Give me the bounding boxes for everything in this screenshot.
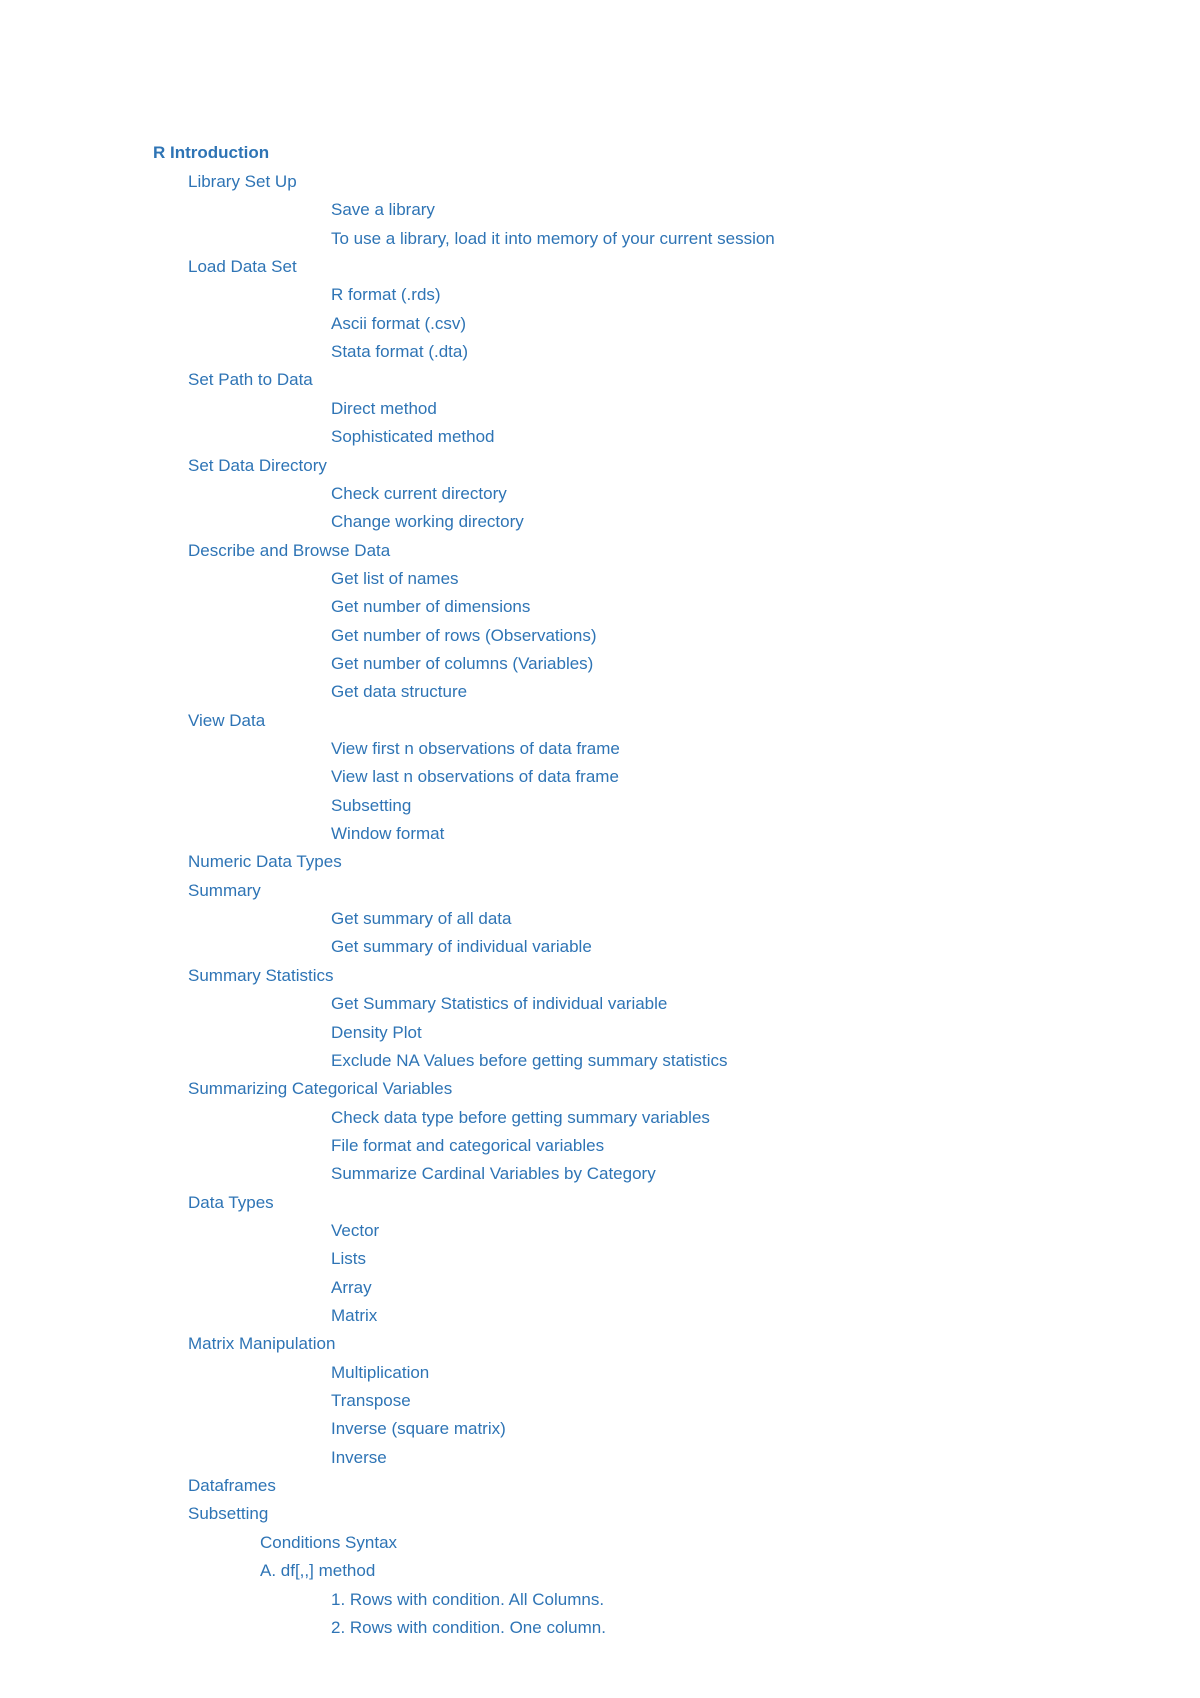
toc-entry-level-1[interactable]: Data Types — [188, 1193, 274, 1212]
toc-entry-level-1[interactable]: Matrix Manipulation — [188, 1334, 336, 1353]
toc-entry-level-1[interactable]: Library Set Up — [188, 172, 297, 191]
toc-entry-level-2[interactable]: Lists — [331, 1249, 366, 1268]
toc-entry-level-1[interactable]: Summary Statistics — [188, 966, 334, 985]
toc-entry-level-1[interactable]: Dataframes — [188, 1476, 276, 1495]
toc-entry-level-2[interactable]: Transpose — [331, 1391, 411, 1410]
toc-entry-level-1[interactable]: Set Path to Data — [188, 370, 313, 389]
toc-entry-level-1-5[interactable]: Conditions Syntax — [260, 1533, 398, 1552]
toc-entry-level-2[interactable]: Vector — [331, 1221, 380, 1240]
toc-entry-level-1[interactable]: Subsetting — [188, 1504, 269, 1523]
toc-entry-level-2[interactable]: R format (.rds) — [331, 285, 441, 304]
toc-entry-level-2[interactable]: Save a library — [331, 200, 435, 219]
toc-entry-level-2[interactable]: To use a library, load it into memory of your current session — [331, 229, 775, 248]
toc-entry-level-2[interactable]: Get summary of individual variable — [331, 937, 592, 956]
toc-entry-level-2[interactable]: Check data type before getting summary variables — [331, 1108, 710, 1127]
toc-entry-level-2[interactable]: Inverse — [331, 1448, 387, 1467]
toc-entry-level-2[interactable]: Change working directory — [331, 512, 524, 531]
toc-entry-level-2[interactable]: Inverse (square matrix) — [331, 1419, 506, 1438]
toc-entry-level-2[interactable]: Get list of names — [331, 569, 459, 588]
toc-entry-level-2[interactable]: Check current directory — [331, 484, 507, 503]
toc-entry-level-2[interactable]: Get Summary Statistics of individual variable — [331, 994, 668, 1013]
toc-entry-level-2[interactable]: File format and categorical variables — [331, 1136, 605, 1155]
toc-entry-level-2[interactable]: Get number of rows (Observations) — [331, 626, 597, 645]
toc-entry-level-2[interactable]: Density Plot — [331, 1023, 422, 1042]
toc-entry-level-2[interactable]: View first n observations of data frame — [331, 739, 620, 758]
toc-entry-level-2[interactable]: Get number of columns (Variables) — [331, 654, 594, 673]
toc-entry-level-2[interactable]: Get summary of all data — [331, 909, 512, 928]
toc-title[interactable]: R Introduction — [153, 143, 270, 162]
toc-entry-level-2[interactable]: Get number of dimensions — [331, 597, 531, 616]
toc-entry-level-2[interactable]: Ascii format (.csv) — [331, 314, 467, 333]
toc-entry-level-2[interactable]: 2. Rows with condition. One column. — [331, 1618, 606, 1637]
toc-entry-level-2[interactable]: Matrix — [331, 1306, 378, 1325]
toc-entry-level-1[interactable]: Set Data Directory — [188, 456, 327, 475]
toc-entry-level-1[interactable]: Summary — [188, 881, 261, 900]
toc-entry-level-2[interactable]: Direct method — [331, 399, 437, 418]
toc-entry-level-2[interactable]: Window format — [331, 824, 445, 843]
toc-entry-level-2[interactable]: Stata format (.dta) — [331, 342, 468, 361]
toc-entry-level-1[interactable]: View Data — [188, 711, 266, 730]
toc-entry-level-2[interactable]: Summarize Cardinal Variables by Category — [331, 1164, 656, 1183]
toc-entry-level-2[interactable]: Multiplication — [331, 1363, 430, 1382]
toc-entry-level-1[interactable]: Numeric Data Types — [188, 852, 342, 871]
toc-entry-level-2[interactable]: Subsetting — [331, 796, 412, 815]
toc-entry-level-1-5[interactable]: A. df[,,] method — [260, 1561, 376, 1580]
toc-entry-level-1[interactable]: Describe and Browse Data — [188, 541, 391, 560]
toc-entry-level-2[interactable]: Sophisticated method — [331, 427, 495, 446]
toc-entry-level-2[interactable]: View last n observations of data frame — [331, 767, 619, 786]
toc-entry-level-1[interactable]: Summarizing Categorical Variables — [188, 1079, 453, 1098]
toc-entry-level-2[interactable]: Exclude NA Values before getting summary statistics — [331, 1051, 728, 1070]
toc-entry-level-2[interactable]: 1. Rows with condition. All Columns. — [331, 1590, 605, 1609]
toc-entry-level-2[interactable]: Array — [331, 1278, 372, 1297]
toc-entry-level-1[interactable]: Load Data Set — [188, 257, 297, 276]
toc-entry-level-2[interactable]: Get data structure — [331, 682, 468, 701]
